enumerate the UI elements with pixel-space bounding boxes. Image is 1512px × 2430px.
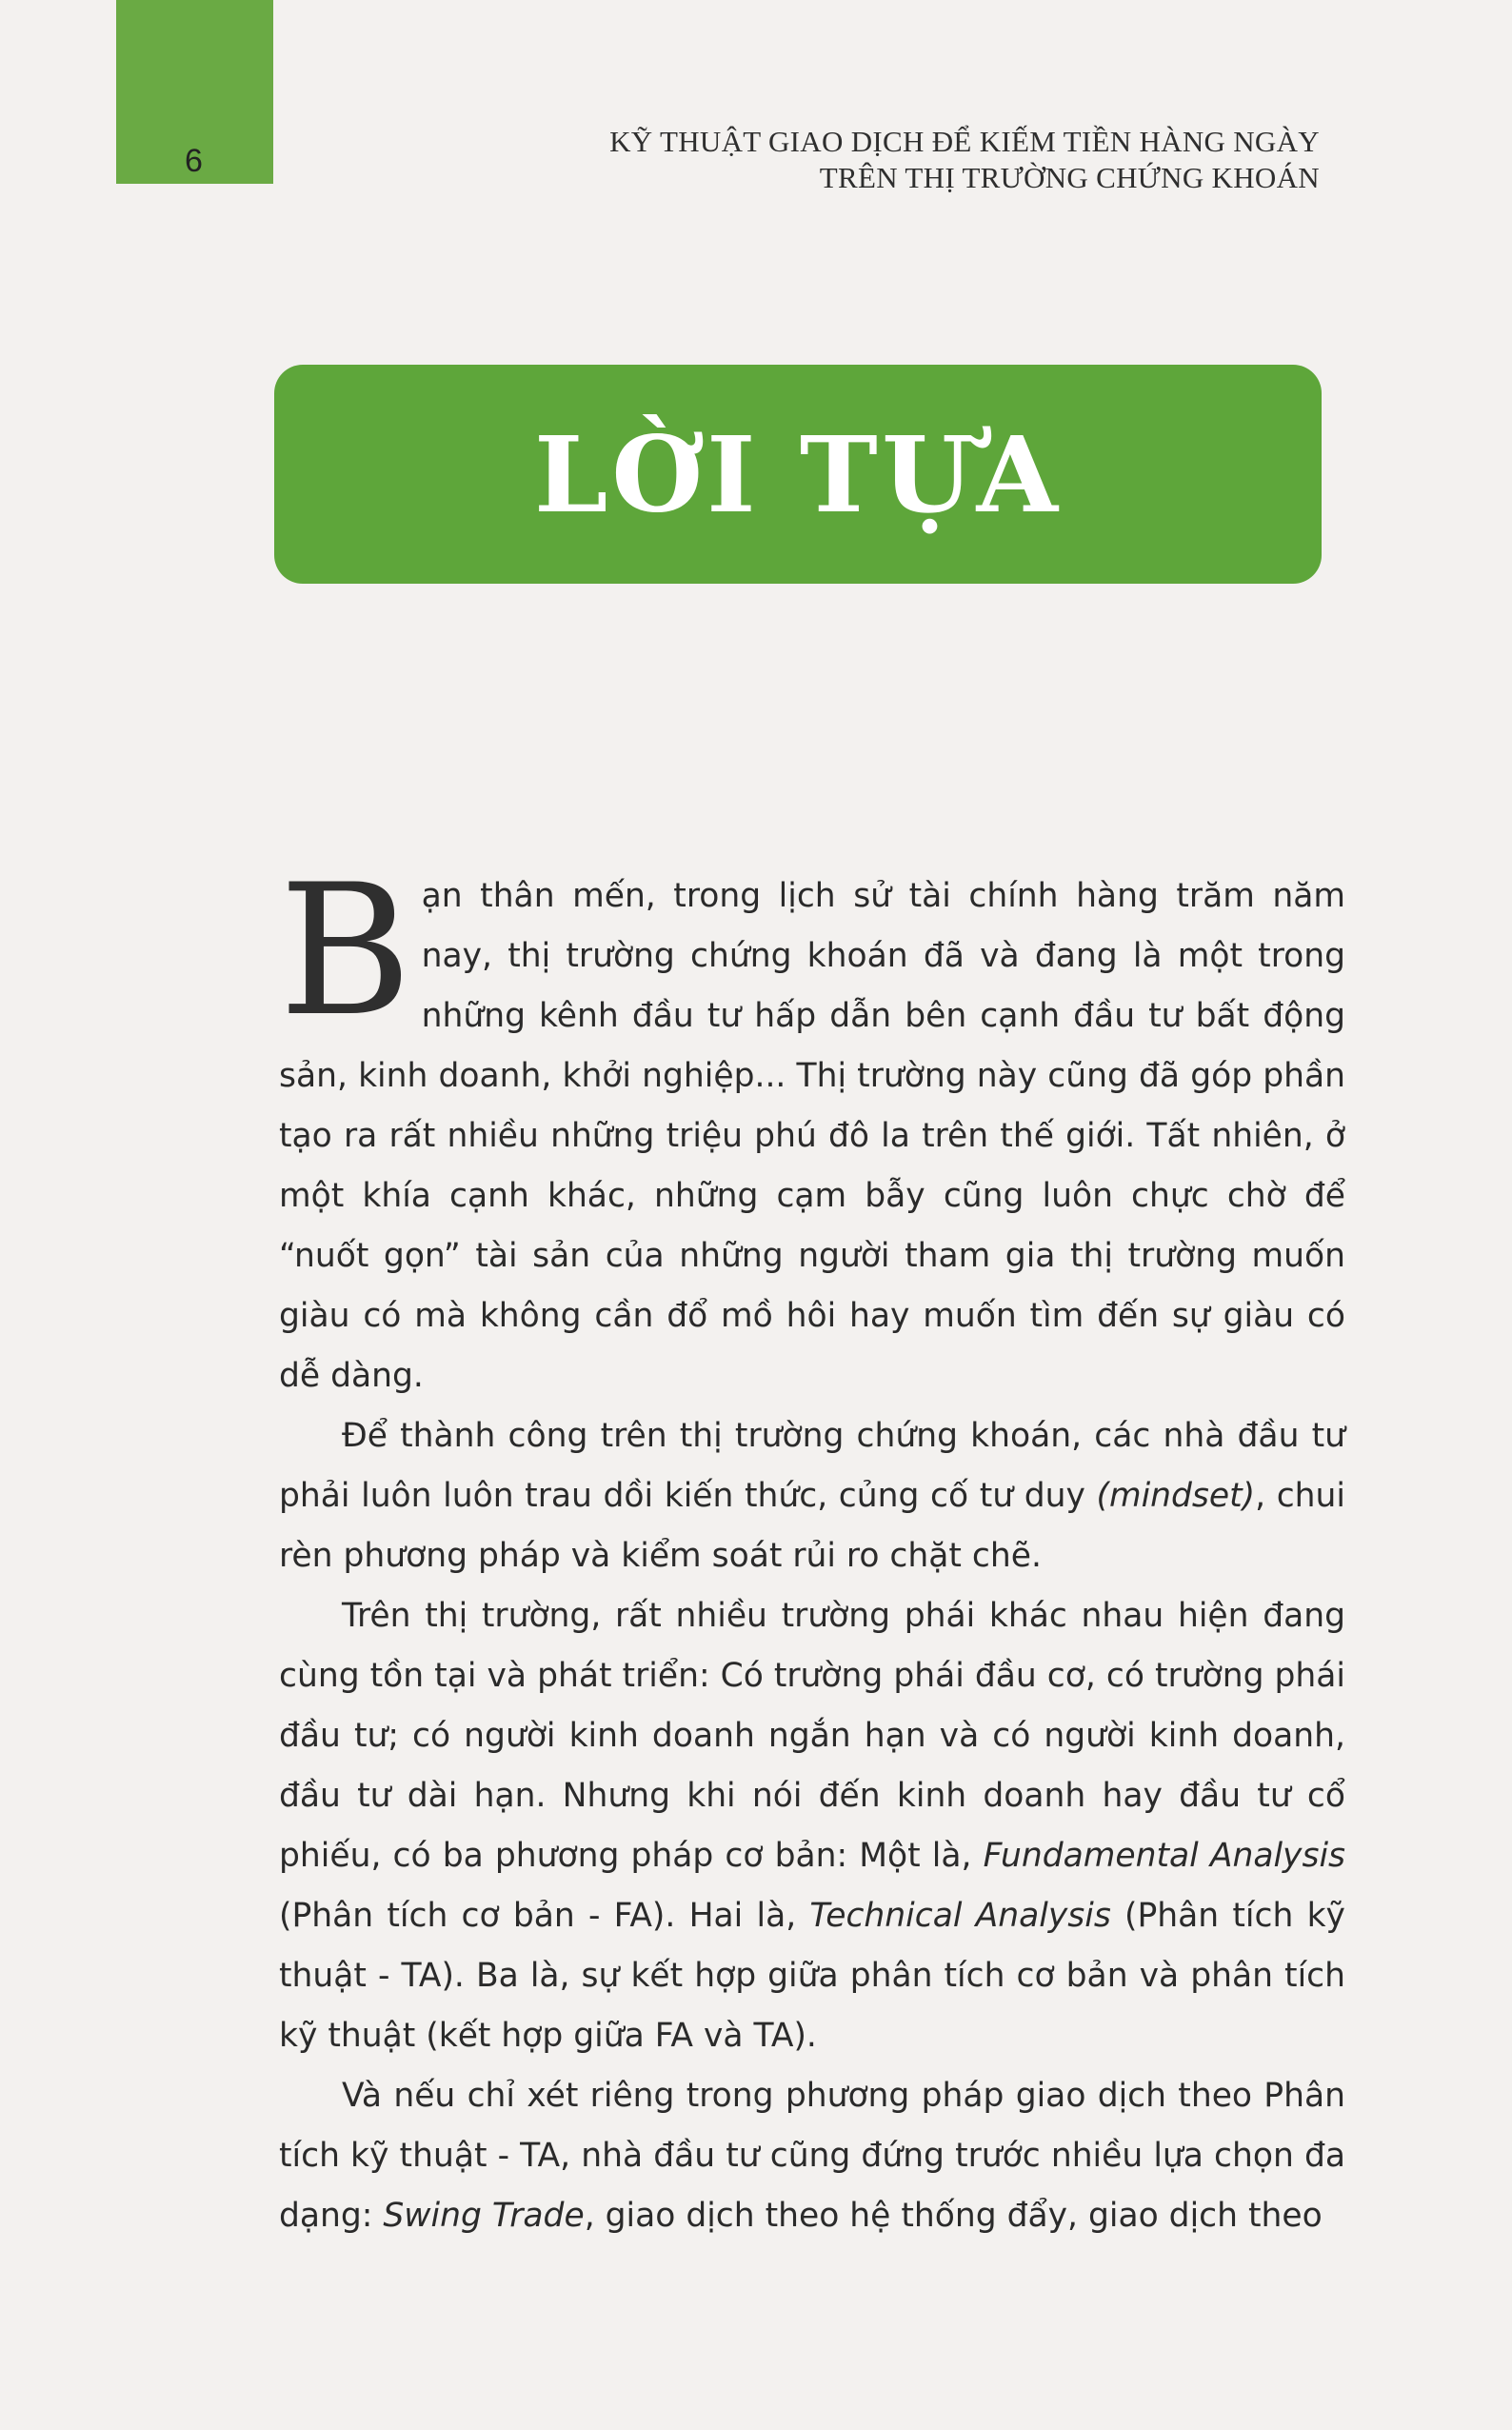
paragraph-2-text-b: , chui rèn phương pháp và kiểm soát rủi ro chặt chẽ. — [279, 1477, 1345, 1575]
paragraph-2-text-a: Để thành công trên thị trường chứng khoán, các nhà đầu tư phải luôn luôn trau dồi kiến thức, củng cố tư duy — [279, 1417, 1345, 1515]
paragraph-3-text-b: (Phân tích cơ bản - FA). Hai là, — [279, 1897, 810, 1935]
paragraph-3-italic-1: Fundamental Analysis — [983, 1837, 1346, 1875]
page-number: 6 — [185, 143, 203, 179]
paragraph-4 — [279, 2066, 1345, 2246]
paragraph-2 — [279, 1406, 1345, 1586]
paragraph-1 — [279, 846, 1345, 1406]
title-banner — [274, 365, 1322, 584]
paragraph-3-italic-2: Technical Analysis — [809, 1897, 1111, 1935]
paragraph-4-text-a: Và nếu chỉ xét riêng trong phương pháp giao dịch theo Phân tích kỹ thuật - TA, nhà đầu tư cũng đứng trước nhiều lựa chọn đa dạng: — [279, 2077, 1345, 2235]
paragraph-3-text-a: Trên thị trường, rất nhiều trường phái khác nhau hiện đang cùng tồn tại và phát triển: Có trường phái đầu cơ, có trường phái đầu tư; có người kinh doanh ngắn hạn và có người kinh doanh, đầu tư dài hạn. Nhưng khi nói đến kinh doanh hay đầu tư cổ phiếu, có ba phương pháp cơ bản: Một là, — [279, 1597, 1345, 1875]
chapter-title: LỜI TỰA — [533, 412, 1063, 536]
paragraph-4-italic: Swing Trade — [383, 2197, 585, 2235]
paragraph-1-text: ạn thân mến, trong lịch sử tài chính hàng trăm năm nay, thị trường chứng khoán đã và đang là một trong những kênh đầu tư hấp dẫn bên cạnh đầu tư bất động sản, kinh doanh, khởi nghiệp... Thị trường này cũng đã góp phần tạo ra rất nhiều những triệu phú đô la trên thế giới. Tất nhiên, ở một khía cạnh khác, những cạm bẫy cũng luôn chực chờ để “nuốt gọn” tài sản của những người tham gia thị trường muốn giàu có mà không cần đổ mồ hôi hay muốn tìm đến sự giàu có dễ dàng. — [279, 877, 1345, 1395]
running-head-line-1: KỸ THUẬT GIAO DỊCH ĐỂ KIẾM TIỀN HÀNG NGÀY — [609, 125, 1320, 158]
paragraph-2-italic: (mindset) — [1096, 1477, 1256, 1515]
paragraph-3 — [279, 1586, 1345, 2066]
paragraph-3-text-c: (Phân tích kỹ thuật - TA). Ba là, sự kết hợp giữa phân tích cơ bản và phân tích kỹ thuật (kết hợp giữa FA và TA). — [279, 1897, 1345, 2055]
paragraph-4-text-b: , giao dịch theo hệ thống đẩy, giao dịch theo — [584, 2197, 1323, 2235]
running-head — [609, 124, 1320, 196]
drop-cap: B — [279, 846, 412, 1056]
running-head-line-2: TRÊN THỊ TRƯỜNG CHỨNG KHOÁN — [819, 161, 1320, 194]
body-text — [279, 846, 1346, 2246]
